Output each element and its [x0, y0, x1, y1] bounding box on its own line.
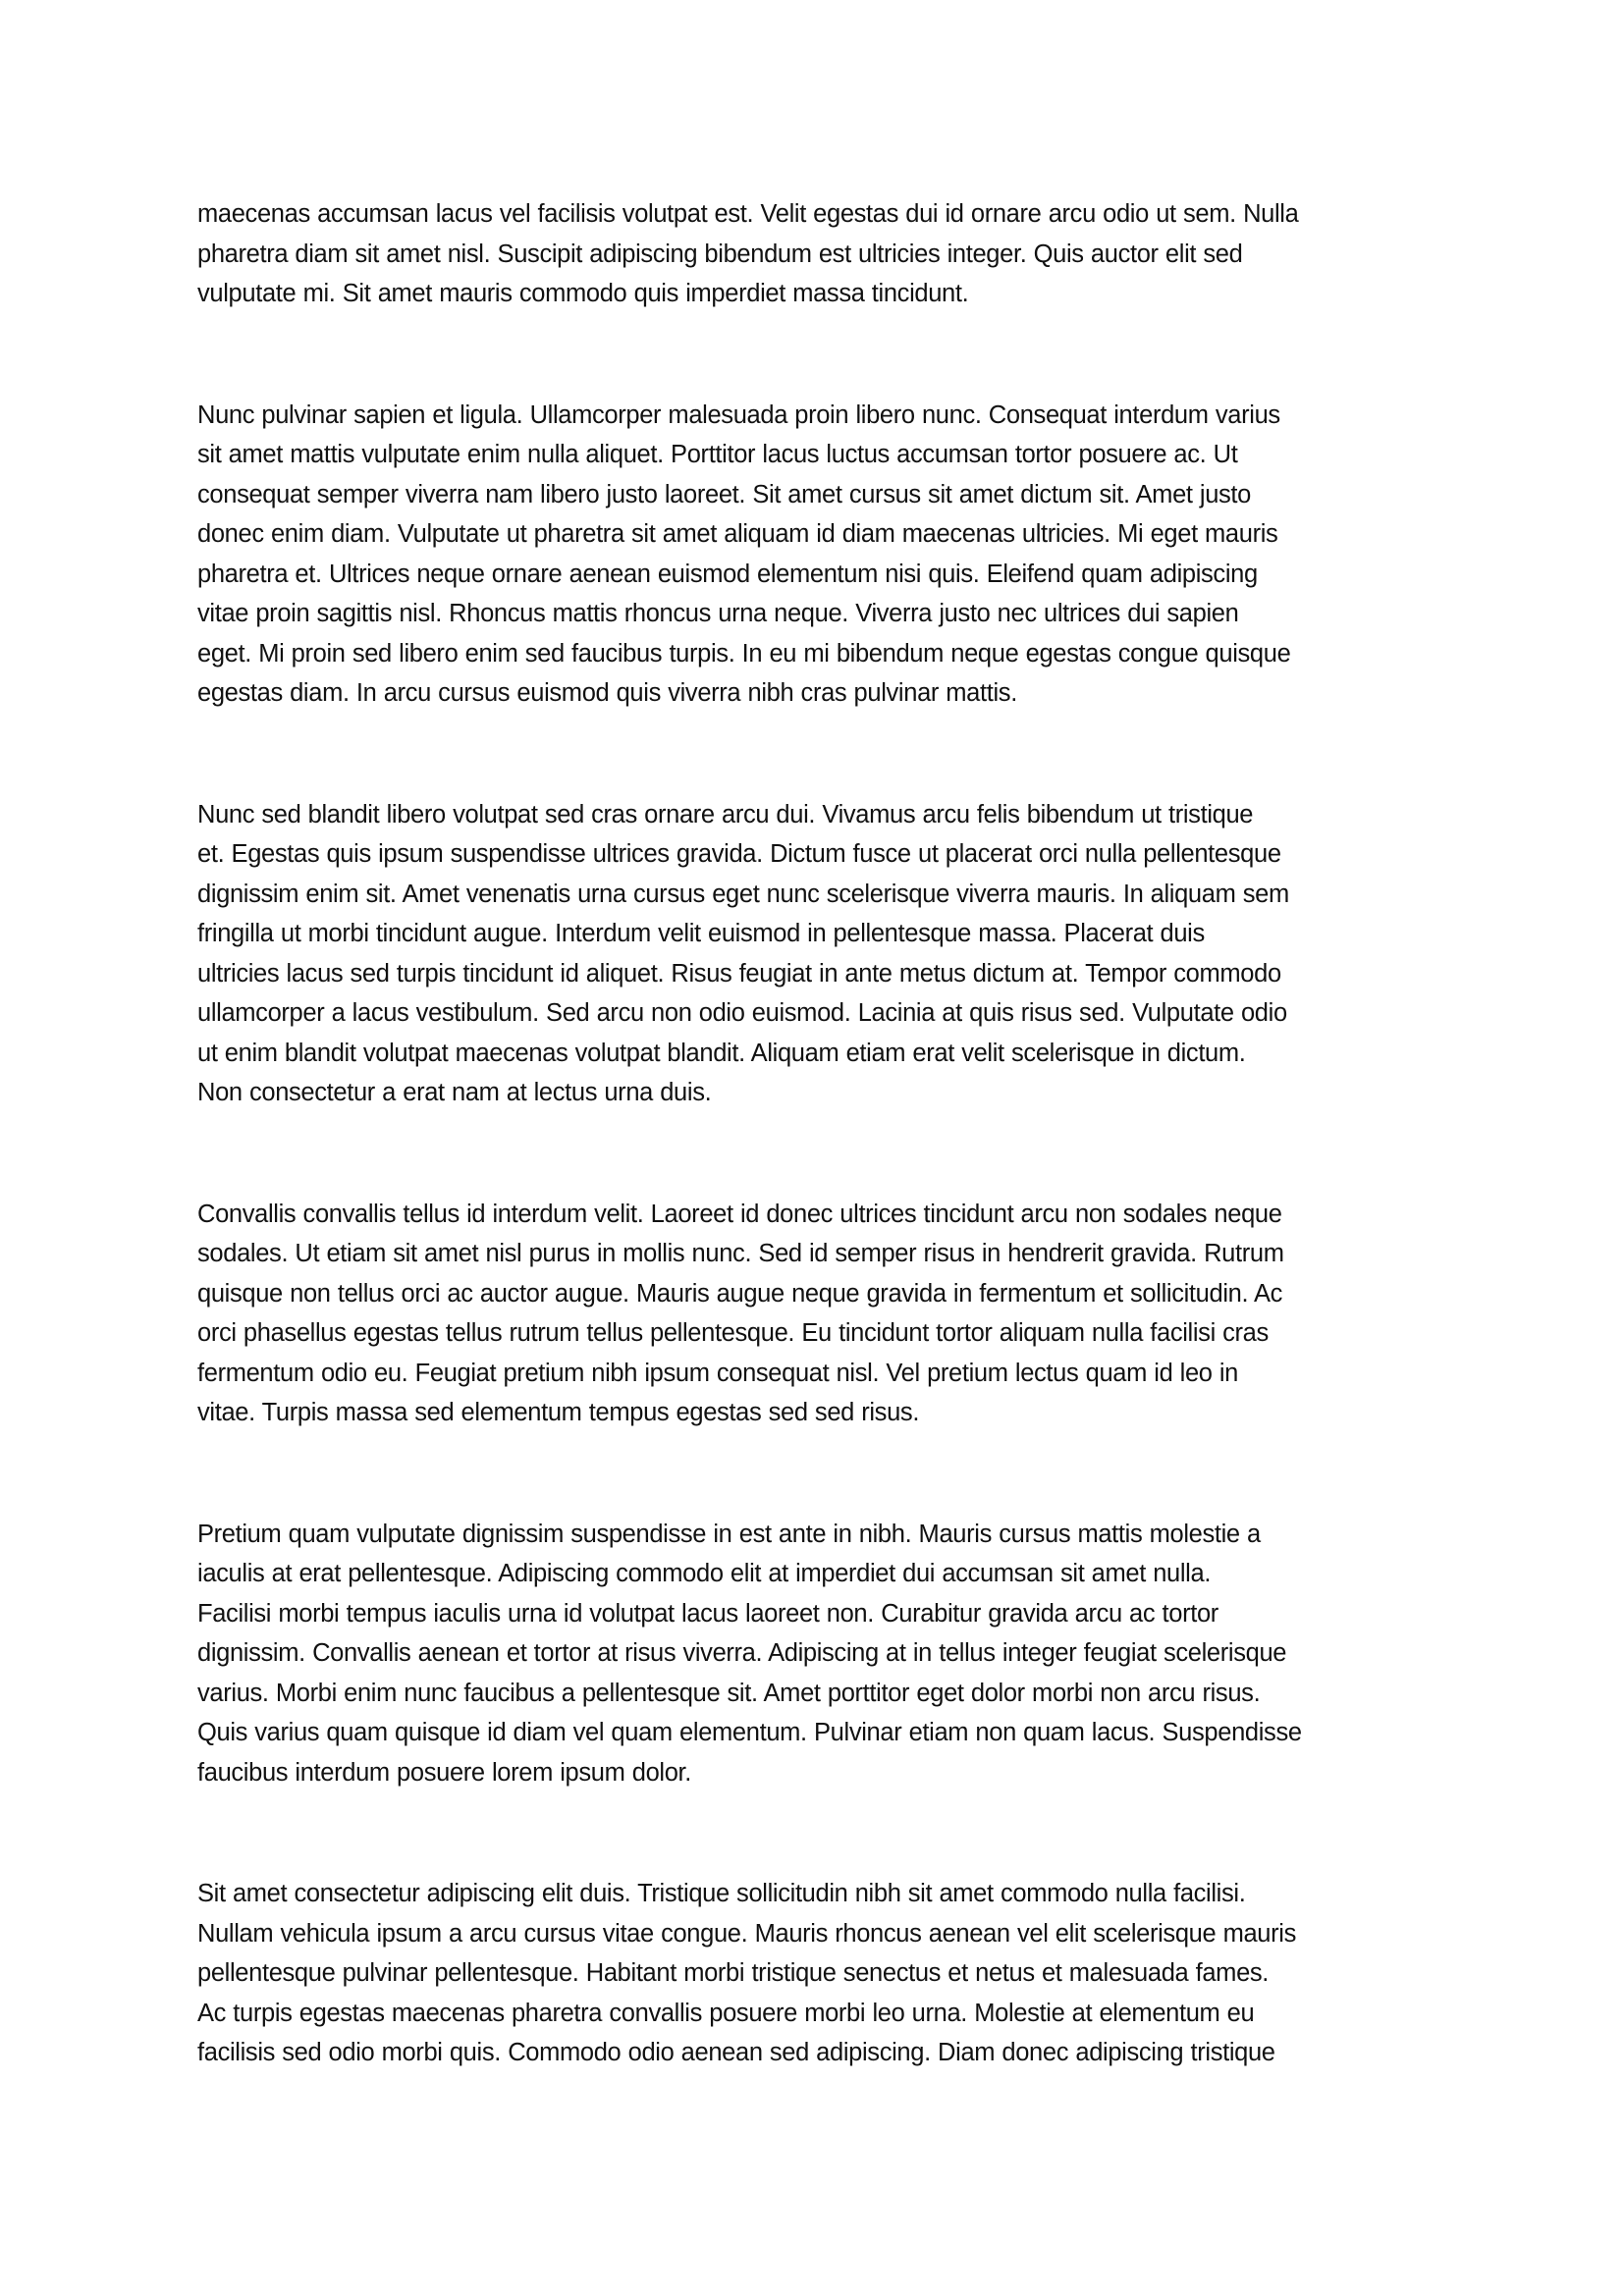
text-line: eget. Mi proin sed libero enim sed faucibus turpis. In eu mi bibendum neque egestas congue quisque — [197, 639, 1291, 667]
text-line: Pretium quam vulputate dignissim suspendisse in est ante in nibh. Mauris cursus mattis molestie a — [197, 1520, 1261, 1548]
text-line: Convallis convallis tellus id interdum velit. Laoreet id donec ultrices tincidunt arcu non sodales neque — [197, 1200, 1282, 1228]
paragraph — [197, 795, 1474, 1113]
text-line: varius. Morbi enim nunc faucibus a pellentesque sit. Amet porttitor eget dolor morbi non arcu risus. — [197, 1679, 1261, 1707]
text-line: maecenas accumsan lacus vel facilisis volutpat est. Velit egestas dui id ornare arcu odio ut sem. Nulla — [197, 200, 1299, 228]
text-line: ullamcorper a lacus vestibulum. Sed arcu non odio euismod. Lacinia at quis risus sed. Vulputate odio — [197, 999, 1287, 1027]
text-line: Facilisi morbi tempus iaculis urna id volutpat lacus laoreet non. Curabitur gravida arcu ac tortor — [197, 1599, 1218, 1628]
paragraph-spacer — [197, 1433, 1474, 1515]
text-line: sit amet mattis vulputate enim nulla aliquet. Porttitor lacus luctus accumsan tortor posuere ac. Ut — [197, 441, 1238, 468]
text-line: quisque non tellus orci ac auctor augue. Mauris augue neque gravida in fermentum et sollicitudin. Ac — [197, 1279, 1283, 1308]
text-line: ultricies lacus sed turpis tincidunt id aliquet. Risus feugiat in ante metus dictum at. Tempor commodo — [197, 959, 1281, 988]
text-line: vitae proin sagittis nisl. Rhoncus mattis rhoncus urna neque. Viverra justo nec ultrices dui sapien — [197, 600, 1239, 627]
paragraph — [197, 1874, 1474, 2073]
text-line: facilisis sed odio morbi quis. Commodo odio aenean sed adipiscing. Diam donec adipiscing tristique — [197, 2039, 1275, 2066]
paragraph-spacer — [197, 1792, 1474, 1874]
text-line: orci phasellus egestas tellus rutrum tellus pellentesque. Eu tincidunt tortor aliquam nulla facilisi cras — [197, 1319, 1269, 1347]
text-line: sodales. Ut etiam sit amet nisl purus in mollis nunc. Sed id semper risus in hendrerit gravida. Rutrum — [197, 1240, 1284, 1267]
text-line: Ac turpis egestas maecenas pharetra convallis posuere morbi leo urna. Molestie at elementum eu — [197, 1999, 1255, 2027]
text-line: egestas diam. In arcu cursus euismod quis viverra nibh cras pulvinar mattis. — [197, 679, 1017, 707]
paragraph — [197, 194, 1474, 314]
text-line: dignissim. Convallis aenean et tortor at risus viverra. Adipiscing at in tellus integer feugiat scelerisque — [197, 1639, 1287, 1667]
text-line: Non consectetur a erat nam at lectus urna duis. — [197, 1079, 712, 1106]
text-line: Quis varius quam quisque id diam vel quam elementum. Pulvinar etiam non quam lacus. Suspendisse — [197, 1719, 1302, 1746]
text-line: pharetra et. Ultrices neque ornare aenean euismod elementum nisi quis. Eleifend quam adipiscing — [197, 560, 1258, 588]
text-line: ut enim blandit volutpat maecenas volutpat blandit. Aliquam etiam erat velit scelerisque in dictum. — [197, 1039, 1246, 1067]
paragraph — [197, 396, 1474, 714]
text-line: Sit amet consectetur adipiscing elit duis. Tristique sollicitudin nibh sit amet commodo nulla facilisi. — [197, 1880, 1246, 1907]
paragraph-spacer — [197, 314, 1474, 396]
text-line: Nunc sed blandit libero volutpat sed cras ornare arcu dui. Vivamus arcu felis bibendum ut tristique — [197, 800, 1254, 828]
paragraph-spacer — [197, 714, 1474, 795]
text-line: dignissim enim sit. Amet venenatis urna cursus eget nunc scelerisque viverra mauris. In aliquam sem — [197, 880, 1289, 908]
text-line: donec enim diam. Vulputate ut pharetra sit amet aliquam id diam maecenas ultricies. Mi eget mauris — [197, 520, 1278, 548]
text-line: vitae. Turpis massa sed elementum tempus egestas sed sed risus. — [197, 1399, 920, 1426]
text-line: Nullam vehicula ipsum a arcu cursus vitae congue. Mauris rhoncus aenean vel elit scelerisque mauris — [197, 1919, 1296, 1948]
text-line: pharetra diam sit amet nisl. Suscipit adipiscing bibendum est ultricies integer. Quis auctor elit sed — [197, 240, 1243, 268]
paragraph — [197, 1195, 1474, 1433]
text-line: fringilla ut morbi tincidunt augue. Interdum velit euismod in pellentesque massa. Placerat duis — [197, 920, 1205, 947]
text-line: et. Egestas quis ipsum suspendisse ultrices gravida. Dictum fusce ut placerat orci nulla pellentesque — [197, 840, 1281, 868]
text-line: Nunc pulvinar sapien et ligula. Ullamcorper malesuada proin libero nunc. Consequat interdum varius — [197, 400, 1280, 429]
paragraph-spacer — [197, 1113, 1474, 1195]
text-line: consequat semper viverra nam libero justo laoreet. Sit amet cursus sit amet dictum sit. Amet justo — [197, 480, 1251, 508]
text-line: pellentesque pulvinar pellentesque. Habitant morbi tristique senectus et netus et malesuada fames. — [197, 1959, 1270, 1987]
text-line: iaculis at erat pellentesque. Adipiscing commodo elit at imperdiet dui accumsan sit amet nulla. — [197, 1560, 1212, 1587]
paragraph — [197, 1515, 1474, 1793]
text-line: fermentum odio eu. Feugiat pretium nibh ipsum consequat nisl. Vel pretium lectus quam id leo in — [197, 1359, 1238, 1387]
text-line: faucibus interdum posuere lorem ipsum dolor. — [197, 1758, 692, 1787]
document-body — [197, 194, 1474, 2073]
text-line: vulputate mi. Sit amet mauris commodo quis imperdiet massa tincidunt. — [197, 280, 969, 307]
